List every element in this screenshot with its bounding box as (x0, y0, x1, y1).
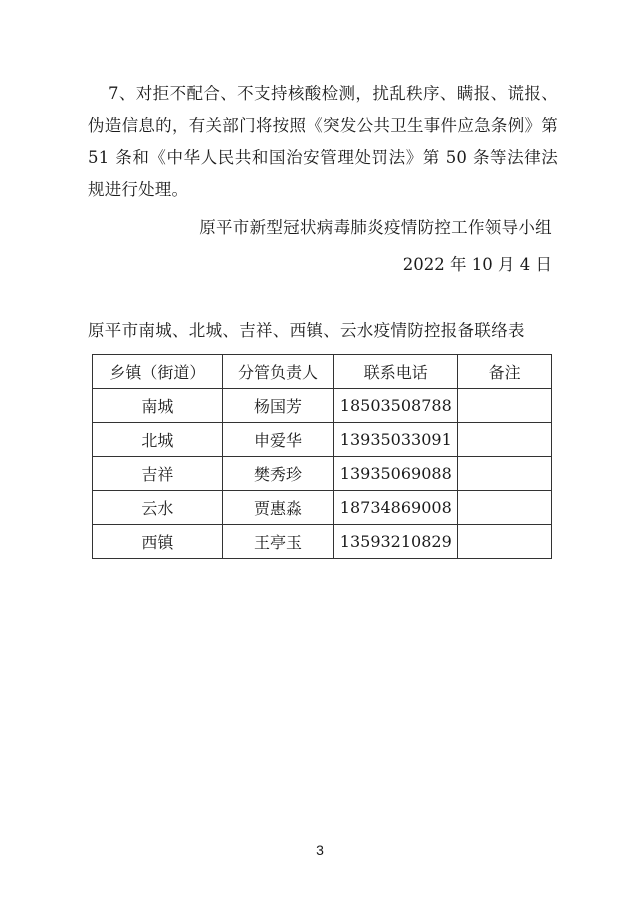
cell-township: 云水 (93, 491, 223, 525)
contact-table (92, 354, 552, 559)
cell-phone: 18734869008 (334, 491, 458, 525)
table-row (93, 491, 552, 525)
signature-date: 2022 年 10 月 4 日 (402, 255, 552, 274)
cell-township: 北城 (93, 423, 223, 457)
table-row (93, 389, 552, 423)
header-phone: 联系电话 (334, 355, 458, 389)
page-number: 3 (316, 842, 324, 858)
cell-township: 西镇 (93, 525, 223, 559)
cell-person: 杨国芳 (222, 389, 334, 423)
cell-phone: 18503508788 (334, 389, 458, 423)
cell-phone: 13935069088 (334, 457, 458, 491)
body-paragraph: 7、对拒不配合、不支持核酸检测，扰乱秩序、瞒报、谎报、伪造信息的，有关部门将按照《突发公共卫生事件应急条例》第 51 条和《中华人民共和国治安管理处罚法》第 50 条等法律法规进行处理。 (88, 84, 558, 199)
table-row (93, 457, 552, 491)
cell-township: 吉祥 (93, 457, 223, 491)
header-township: 乡镇（街道） (93, 355, 223, 389)
signature-organization: 原平市新型冠状病毒肺炎疫情防控工作领导小组 (199, 218, 552, 237)
cell-person: 王亭玉 (222, 525, 334, 559)
header-person-in-charge: 分管负责人 (222, 355, 334, 389)
cell-remarks (458, 389, 552, 423)
cell-remarks (458, 423, 552, 457)
table-header-row (93, 355, 552, 389)
table-row (93, 423, 552, 457)
cell-person: 樊秀珍 (222, 457, 334, 491)
cell-township: 南城 (93, 389, 223, 423)
cell-remarks (458, 491, 552, 525)
cell-remarks (458, 457, 552, 491)
cell-phone: 13593210829 (334, 525, 458, 559)
cell-person: 贾惠淼 (222, 491, 334, 525)
table-title: 原平市南城、北城、吉祥、西镇、云水疫情防控报备联络表 (88, 321, 525, 340)
cell-remarks (458, 525, 552, 559)
table-row (93, 525, 552, 559)
header-remarks: 备注 (458, 355, 552, 389)
cell-person: 申爱华 (222, 423, 334, 457)
cell-phone: 13935033091 (334, 423, 458, 457)
